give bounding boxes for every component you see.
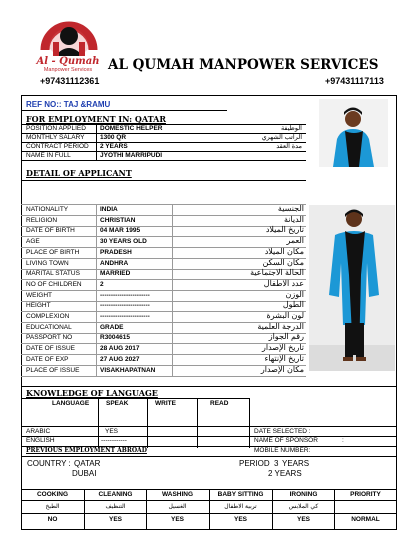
period-unit: YEARS — [282, 459, 310, 468]
applicant-row-label: RELIGION — [26, 217, 58, 224]
applicant-row-arabic: الديانة — [283, 215, 304, 224]
phone-right: +97431117113 — [325, 76, 384, 86]
applicant-row-label: LIVING TOWN — [26, 260, 69, 267]
applicant-row-label: HEIGHT — [26, 302, 51, 309]
applicant-row-value: 28 AUG 2017 — [100, 345, 140, 352]
applicant-row-arabic: مكان الميلاد — [264, 247, 304, 256]
skill-header: COOKING — [36, 491, 69, 498]
skill-header: WASHING — [161, 491, 194, 498]
applicant-title: DETAIL OF APPLICANT — [26, 168, 132, 178]
applicant-row-label: COMPLEXION — [26, 313, 70, 320]
ref-number: REF NO:: TAJ &RAMU — [26, 100, 111, 109]
mobile-number-label: MOBILE NUMBER: — [254, 447, 311, 454]
passport-photo — [319, 99, 388, 167]
applicant-row-value: ----------------------- — [100, 292, 150, 299]
name-of-sponsor-label: NAME OF SPONSOR — [254, 437, 318, 444]
full-body-photo — [309, 205, 395, 371]
applicant-row-label: MARITAL STATUS — [26, 270, 80, 277]
lang-arabic-speak: YES — [105, 428, 119, 435]
lang-arabic: ARABIC — [26, 428, 51, 435]
applicant-row-value: ----------------------- — [100, 302, 150, 309]
applicant-row-label: AGE — [26, 238, 40, 245]
lang-english: ENGLISH — [26, 437, 55, 444]
applicant-row-arabic: العمر — [286, 236, 304, 245]
applicant-row-value: 30 YEARS OLD — [100, 238, 147, 245]
period-value: 3 — [274, 459, 279, 468]
skill-arabic: التنظيف — [105, 504, 126, 510]
applicant-row-arabic: مكان السكن — [262, 258, 304, 267]
applicant-row-arabic: رقم الجواز — [268, 332, 304, 341]
lang-english-speak: ------------ — [101, 437, 127, 444]
language-title: KNOWLEDGE OF LANGUAGE — [26, 388, 158, 398]
employment-row-arabic: الراتب الشهري — [261, 134, 302, 141]
applicant-row-value: 04 MAR 1995 — [100, 227, 141, 234]
skill-arabic: تربية الاطفال — [224, 504, 257, 510]
skill-value: NORMAL — [351, 516, 380, 523]
applicant-row-label: NO OF CHILDREN — [26, 281, 82, 288]
applicant-row-value: 2 — [100, 281, 104, 288]
applicant-row-value: INDIA — [100, 206, 118, 213]
skill-value: YES — [233, 516, 247, 523]
applicant-row-arabic: الدرجة العلمية — [257, 322, 304, 331]
company-logo — [27, 6, 109, 76]
company-name: AL QUMAH MANPOWER SERVICES — [108, 57, 379, 73]
skill-header: BABY SITTING — [217, 491, 264, 498]
applicant-row-label: DATE OF EXP — [26, 356, 69, 363]
skill-header: IRONING — [289, 491, 318, 498]
employment-row-label: MONTHLY SALARY — [26, 134, 85, 141]
employment-row-label: NAME IN FULL — [26, 152, 71, 159]
applicant-row-value: VISAKHAPATNAN — [100, 367, 156, 374]
employment-row-value: 2 YEARS — [100, 143, 128, 150]
applicant-row-arabic: الطول — [282, 300, 304, 309]
applicant-row-label: PLACE OF BIRTH — [26, 249, 80, 256]
applicant-row-label: DATE OF BIRTH — [26, 227, 75, 234]
skill-header: PRIORITY — [350, 491, 381, 498]
period-label: PERIOD — [239, 459, 270, 468]
skill-value: NO — [47, 516, 58, 523]
employment-row-label: POSITION APPLIED — [26, 125, 86, 132]
applicant-row-value: ----------------------- — [100, 313, 150, 320]
country-value: QATAR — [74, 459, 101, 468]
skill-header: CLEANING — [98, 491, 133, 498]
employment-row-value: DOMESTIC HELPER — [100, 125, 163, 132]
applicant-row-value: ANDHRA — [100, 260, 129, 267]
applicant-row-value: GRADE — [100, 324, 124, 331]
applicant-row-label: WEIGHT — [26, 292, 52, 299]
applicant-row-arabic: الحالة الاجتماعية — [250, 268, 304, 277]
lang-header-write: WRITE — [155, 400, 176, 407]
applicant-row-label: NATIONALITY — [26, 206, 69, 213]
applicant-row-arabic: عدد الاطفال — [263, 279, 304, 288]
applicant-row-arabic: لون البشرة — [266, 311, 304, 320]
skill-arabic: كي الملابس — [288, 504, 319, 510]
skill-arabic: الطبخ — [45, 504, 60, 510]
period-2-value: 2 YEARS — [268, 469, 302, 478]
applicant-row-label: PASSPORT NO — [26, 334, 73, 341]
sponsor-colon: : — [342, 437, 344, 444]
skill-value: YES — [170, 516, 184, 523]
applicant-row-value: R3004615 — [100, 334, 130, 341]
country-label: COUNTRY : — [27, 459, 71, 468]
applicant-row-value: CHRISTIAN — [100, 217, 136, 224]
applicant-row-arabic: مكان الإصدار — [260, 365, 304, 374]
applicant-row-arabic: تاريخ الإصدار — [261, 343, 304, 352]
applicant-row-value: 27 AUG 2027 — [100, 356, 140, 363]
employment-row-value: 1300 QR — [100, 134, 127, 141]
previous-employment-title: PREVIOUS EMPLOYMENT ABROAD — [26, 447, 147, 454]
employment-row-label: CONTRACT PERIOD — [26, 143, 89, 150]
skill-value: YES — [108, 516, 122, 523]
skill-arabic: الغسيل — [168, 504, 187, 510]
lang-header-read: READ — [210, 400, 229, 407]
logo-emblem-icon — [27, 6, 109, 58]
applicant-row-arabic: تاريخ الإنتهاء — [264, 354, 304, 363]
applicant-row-label: EDUCATIONAL — [26, 324, 72, 331]
employment-row-value: JYOTHI MARRIPUDI — [100, 152, 163, 159]
applicant-row-arabic: تاريخ الميلاد — [265, 225, 304, 234]
lang-header-language: LANGUAGE — [52, 400, 90, 407]
employment-title: FOR EMPLOYMENT IN: QATAR — [26, 114, 166, 124]
applicant-row-arabic: الوزن — [285, 290, 304, 299]
applicant-row-label: DATE OF ISSUE — [26, 345, 75, 352]
lang-header-speak: SPEAK — [106, 400, 129, 407]
phone-left: +97431112361 — [40, 76, 100, 86]
skill-value: YES — [296, 516, 310, 523]
applicant-row-value: PRADESH — [100, 249, 132, 256]
city-value: DUBAI — [72, 469, 97, 478]
logo-text: Al - Qumah — [36, 56, 100, 67]
applicant-row-arabic: الجنسية — [277, 204, 304, 213]
employment-row-arabic: مدة العقد — [276, 143, 302, 150]
employment-row-arabic: الوظيفة — [280, 125, 302, 132]
logo-subtext: Manpower Services — [43, 67, 93, 73]
date-selected-label: DATE SELECTED : — [254, 428, 311, 435]
applicant-row-label: PLACE OF ISSUE — [26, 367, 80, 374]
applicant-row-value: MARRIED — [100, 270, 131, 277]
